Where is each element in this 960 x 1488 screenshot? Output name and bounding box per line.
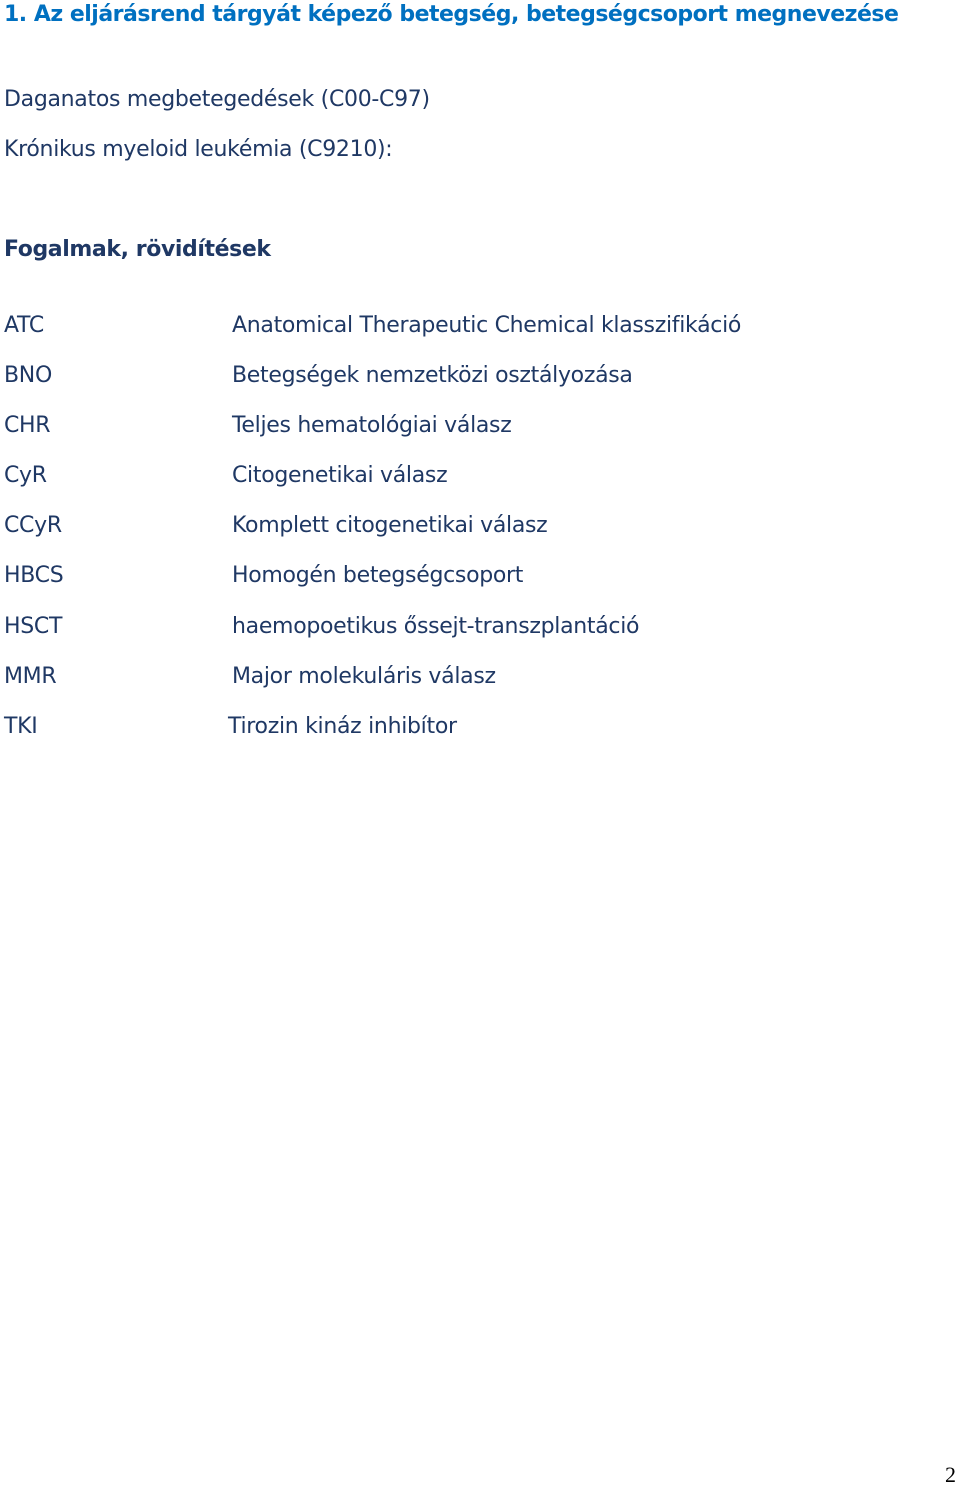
abbreviation-term: TKI xyxy=(4,714,38,739)
abbreviation-definition: haemopoetikus őssejt-transzplantáció xyxy=(232,614,640,639)
abbreviation-term: CHR xyxy=(4,413,51,438)
abbreviation-definition: Major molekuláris válasz xyxy=(232,664,496,689)
intro-line-cml: Krónikus myeloid leukémia (C9210): xyxy=(4,137,393,162)
abbreviation-row xyxy=(0,614,960,648)
section-heading: 1. Az eljárásrend tárgyát képező betegség, betegségcsoport megnevezése xyxy=(4,2,899,27)
abbreviation-row xyxy=(0,714,960,748)
abbreviation-definition: Komplett citogenetikai válasz xyxy=(232,513,548,538)
abbreviation-row xyxy=(0,563,960,597)
abbreviations-title: Fogalmak, rövidítések xyxy=(4,237,271,262)
abbreviation-definition: Homogén betegségcsoport xyxy=(232,563,524,588)
abbreviation-term: MMR xyxy=(4,664,57,689)
abbreviation-term: ATC xyxy=(4,313,44,338)
abbreviation-row xyxy=(0,463,960,497)
abbreviation-definition: Anatomical Therapeutic Chemical klasszifikáció xyxy=(232,313,742,338)
intro-line-cancer-category: Daganatos megbetegedések (C00-C97) xyxy=(4,87,430,112)
abbreviation-row xyxy=(0,513,960,547)
abbreviation-row xyxy=(0,413,960,447)
abbreviation-definition: Betegségek nemzetközi osztályozása xyxy=(232,363,633,388)
abbreviation-definition: Tirozin kináz inhibítor xyxy=(228,714,457,739)
abbreviation-term: HSCT xyxy=(4,614,63,639)
abbreviation-term: BNO xyxy=(4,363,52,388)
abbreviation-row xyxy=(0,313,960,347)
abbreviation-row xyxy=(0,363,960,397)
abbreviation-definition: Citogenetikai válasz xyxy=(232,463,448,488)
abbreviation-definition: Teljes hematológiai válasz xyxy=(232,413,512,438)
abbreviation-term: CyR xyxy=(4,463,47,488)
abbreviation-term: CCyR xyxy=(4,513,62,538)
abbreviation-row xyxy=(0,664,960,698)
page-number: 2 xyxy=(945,1462,956,1487)
abbreviation-term: HBCS xyxy=(4,563,64,588)
